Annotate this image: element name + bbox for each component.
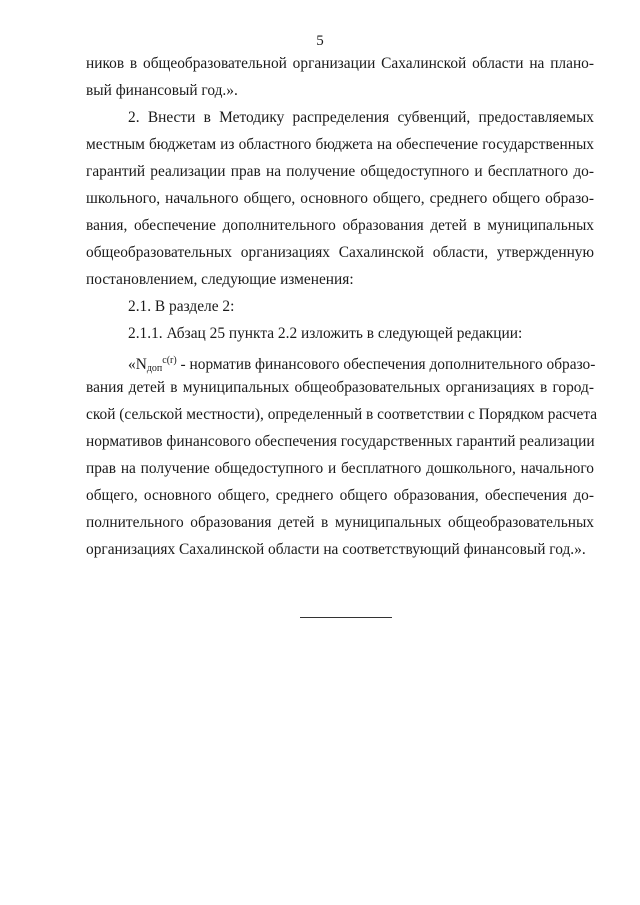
paragraph-2-line-1: 2. Внести в Методику распределения субвенций, предоставляемых bbox=[128, 109, 594, 126]
formula-subscript: доп bbox=[146, 363, 163, 374]
paragraph-1-line-1: ников в общеобразовательной организации Сахалинской области на плано- bbox=[86, 55, 594, 72]
amendment-instruction: 2.1.1. Абзац 25 пункта 2.2 изложить в следующей редакции: bbox=[128, 325, 523, 342]
paragraph-5-line-4: нормативов финансового обеспечения государственных гарантий реализации bbox=[86, 433, 595, 450]
paragraph-5-line-1 bbox=[128, 352, 594, 378]
paragraph-5-line-5: прав на получение общедоступного и бесплатного дошкольного, начального bbox=[86, 460, 594, 477]
paragraph-2-line-4: школьного, начального общего, основного общего, среднего общего образо- bbox=[86, 190, 594, 207]
paragraph-2-line-3: гарантий реализации прав на получение общедоступного и бесплатного до- bbox=[86, 163, 594, 180]
paragraph-2-line-6: общеобразовательных организациях Сахалинской области, утвержденную bbox=[86, 244, 594, 261]
paragraph-5-line-7: полнительного образования детей в муниципальных общеобразовательных bbox=[86, 514, 594, 531]
paragraph-5-line-1-text: - норматив финансового обеспечения дополнительного образо- bbox=[176, 356, 596, 373]
paragraph-5-line-3: ской (сельской местности), определенный в соответствии с Порядком расчета bbox=[86, 406, 598, 423]
formula-symbol: «N bbox=[128, 356, 147, 373]
closing-rule-divider bbox=[300, 617, 392, 618]
paragraph-1-line-2: вый финансовый год.». bbox=[86, 82, 238, 99]
paragraph-5-line-8: организациях Сахалинской области на соответствующий финансовый год.». bbox=[86, 541, 586, 558]
formula-superscript: c(r) bbox=[162, 355, 177, 366]
paragraph-2-line-5: вания, обеспечение дополнительного образования детей в муниципальных bbox=[86, 217, 594, 234]
paragraph-2-line-7: постановлением, следующие изменения: bbox=[86, 271, 354, 288]
paragraph-5-line-2: вания детей в муниципальных общеобразовательных организациях в город- bbox=[86, 379, 594, 396]
page-number: 5 bbox=[316, 33, 324, 49]
paragraph-5-line-6: общего, основного общего, среднего общего образования, обеспечения до- bbox=[86, 487, 594, 504]
paragraph-2-line-2: местным бюджетам из областного бюджета на обеспечение государственных bbox=[86, 136, 594, 153]
section-heading: 2.1. В разделе 2: bbox=[128, 298, 235, 315]
